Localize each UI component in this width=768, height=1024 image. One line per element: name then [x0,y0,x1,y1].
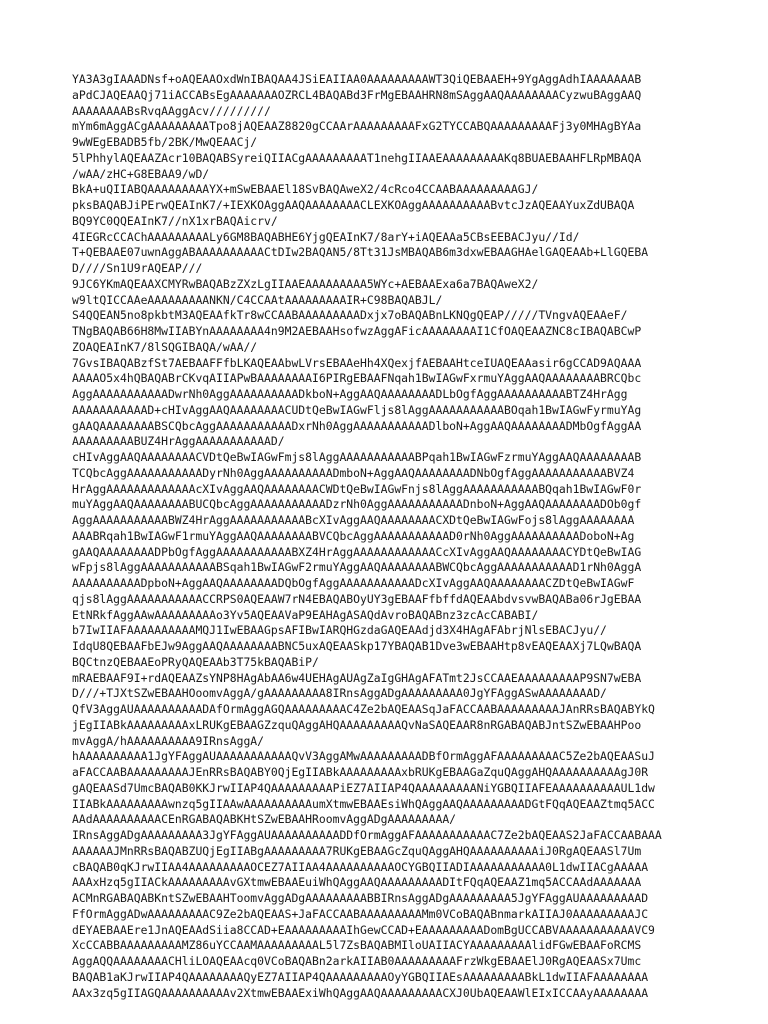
text-line: aFACCAABAAAAAAAAAJEnRRsBAQABY0QjEgIIABkAAAAAAAAAxbRUKgEBAAGaZquQAggAHQAAAAAAAAAAgJ0R [72,765,649,779]
text-line: qjs8lAggAAAAAAAAAAACCRPS0AQEAAW7rN4EBAQABOyUY3gEBAAFfbffdAQEAAbdvsvwBAQABa06rJgEBAA [72,591,642,606]
text-line: D////Sn1U9rAQEAP/// [72,261,203,275]
text-line: gAAQAAAAAAAADPbOgfAggAAAAAAAAAAABXZ4HrAggAAAAAAAAAAAACcXIvAggAAQAAAAAAAACYDtQeBwIAG [72,544,642,559]
text-line: AAAAAAAABsRvqAAggAcv///////// [72,103,271,118]
text-line: AggAAAAAAAAAAADwrNh0AggAAAAAAAAAADkboN+AggAAQAAAAAAAADLbOgfAggAAAAAAAAAABTZ4HrAgg [72,387,628,401]
text-line: TNgBAQAB66H8MwIIABYnAAAAAAAA4n9M2AEBAAHsofwzAggAFicAAAAAAAAI1CfOAQEAAZNC8cIBAQABCwP [72,324,642,338]
text-line: BQCtnzQEBAAEoPRyQAQEAAb3T75kBAQABiP/ [72,654,319,669]
text-line: ZOAQEAInK7/8lSQGIBAQA/wAA// [72,339,258,354]
text-line: mYm6mAggACgAAAAAAAAATpo8jAQEAAZ8820gCCAArAAAAAAAAAFxG2TYCCABQAAAAAAAAAFj3y0MHAgBYAa [72,119,642,134]
text-line: AAAAAAAAABUZ4HrAggAAAAAAAAAAAD/ [72,434,285,449]
text-line: D///+TJXtSZwEBAAHOoomvAggA/gAAAAAAAAA8IRnsAggADgAAAAAAAAA0JgYFAggASwAAAAAAAAD/ [72,686,607,701]
text-line: cHIvAggAAQAAAAAAAACVDtQeBwIAGwFmjs8lAggAAAAAAAAAAABPqah1BwIAGwFzrmuYAggAAQAAAAAAAAB [72,450,642,464]
text-line: T+QEBAAE07uwnAggABAAAAAAAAAACtDIw2BAQAN5/8Tt31JsMBAQAB6m3dxwEBAAGHAelGAQEAAb+LlGQEBA [72,245,649,260]
text-line: cBAQAB0qKJrwIIAA4AAAAAAAAAOCEZ7AIIAA4AAAAAAAAAAOCYGBQIIADIAAAAAAAAAAA0L1dwIIACgAAAAA [72,859,649,874]
text-line: AAx3zq5gIIAGQAAAAAAAAAAv2XtmwEBAAExiWhQAggAAQAAAAAAAAACXJ0UbAQEAAWlEIxICCAAyAAAAAAAA [72,985,649,1000]
text-line: b7IwIIAFAAAAAAAAAAMQJ1IwEBAAGpsAFIBwIARQHGzdaGAQEAAdjd3X4HAgAFAbrjNlsEBACJyu// [72,623,607,638]
text-line: 9wWEgEBADB5fb/2BK/MwQEAACj/ [72,135,258,149]
text-line: AggAAAAAAAAAAABWZ4HrAggAAAAAAAAAAABcXIvAggAAQAAAAAAAACXDtQeBwIAGwFojs8lAggAAAAAAAA [72,513,635,527]
text-line: muYAggAAQAAAAAAAABUCQbcAggAAAAAAAAAAADzrNh0AggAAAAAAAAAAADnboN+AggAAQAAAAAAAADOb0gf [72,497,642,512]
text-line: BAQAB1aKJrwIIAP4QAAAAAAAAQyEZ7AIIAP4QAAAAAAAAAOyYGBQIIAEsAAAAAAAAABkL1dwIIAFAAAAAAAA [72,969,649,984]
text-line: QfV3AggAUAAAAAAAAAADAfOrmAggAGQAAAAAAAAAC4Ze2bAQEAASqJaFACCAABAAAAAAAAAJAnRRsBAQABYkQ [72,702,655,716]
text-line: S4QQEAN5no8pkbtM3AQEAAfkTr8wCCAABAAAAAAAAADxjx7oBAQABnLKNQgQEAP/////TVngvAQEAAeF/ [72,308,628,323]
text-line: YA3A3gIAAADNsf+oAQEAAOxdWnIBAQAA4JSiEAIIAA0AAAAAAAAAWT3QiQEBAAEH+9YgAggAdhIAAAAAAAB [72,72,642,86]
text-line: gAQEAASd7UmcBAQAB0KKJrwIIAP4QAAAAAAAAAPiEZ7AIIAP4QAAAAAAAAANiYGBQIIAFEAAAAAAAAAAUL1dw [72,780,655,795]
text-line: AggAQQAAAAAAAACHliLOAQEAAcq0VCoBAQABn2arkAIIAB0AAAAAAAAAFrzWkgEBAAElJ0RgAQEAASx7Umc [72,954,642,968]
text-line: AAAAO5x4hQBAQABrCKvqAIIAPwBAAAAAAAAI6PIRgEBAAFNqah1BwIAGwFxrmuYAggAAQAAAAAAAABRCQbc [72,371,642,386]
text-line: IIABkAAAAAAAAAwnzq5gIIAAwAAAAAAAAAAumXtmwEBAAEsiWhQAggAAQAAAAAAAAADGtFQqAQEAAZtmq5ACC [72,796,655,811]
text-line: AAABRqah1BwIAGwF1rmuYAggAAQAAAAAAAABVCQbcAggAAAAAAAAAAAD0rNh0AggAAAAAAAAAADoboN+Ag [72,528,635,543]
text-line: AAdAAAAAAAAAACEnRGABAQABKHtSZwEBAAHRoomvAggADgAAAAAAAAA/ [72,812,457,827]
text-line: AAAAAAAAAAAD+cHIvAggAAQAAAAAAAACUDtQeBwIAGwFljs8lAggAAAAAAAAAAABOqah1BwIAGwFyrmuYAg [72,402,642,417]
text-line: /wAA/zHC+G8EBAA9/wD/ [72,166,210,181]
text-line: XcCCABBAAAAAAAAAMZ86uYCCAAMAAAAAAAAAL5l7ZsBAQABMIloUAIIACYAAAAAAAAAlidFGwEBAAFoRCMS [72,938,642,953]
text-line: IRnsAggADgAAAAAAAAA3JgYFAggAUAAAAAAAAAADDfOrmAggAFAAAAAAAAAAAC7Ze2bAQEAAS2JaFACCAABAAA [72,828,662,842]
encoded-text-block [72,72,712,1001]
text-line: mvAggA/hAAAAAAAAAA9IRnsAggA/ [72,733,265,748]
text-line: ACMnRGABAQABKntSZwEBAAHToomvAggADgAAAAAAAAABBIRnsAggADgAAAAAAAAA5JgYFAggAUAAAAAAAAAD [72,891,649,905]
text-line: IdqU8QEBAAFbEJw9AggAAQAAAAAAAABNC5uxAQEAASkp17YBAQAB1Dve3wEBAAHtp8vEAQEAAXj7LQwBAQA [72,639,642,653]
text-line: gAAQAAAAAAAABSCQbcAggAAAAAAAAAAADxrNh0AggAAAAAAAAAAADlboN+AggAAQAAAAAAAADMbOgfAggAA [72,418,642,433]
text-line: BkA+uQIIABQAAAAAAAAAYX+mSwEBAAEl18SvBAQAweX2/4cRco4CCAABAAAAAAAAAGJ/ [72,182,539,197]
text-line: 7GvsIBAQABzfSt7AEBAAFFfbLKAQEAAbwLVrsEBAAeHh4XQexjfAEBAAHtceIUAQEAAasir6gCCAD9AQAAA [72,355,642,370]
text-line: AAAAAAJMnRRsBAQABZUQjEgIIABgAAAAAAAAA7RUKgEBAAGcZquQAggAHQAAAAAAAAAAiJ0RgAQEAASl7Um [72,843,642,858]
text-line: FfOrmAggADwAAAAAAAAAC9Ze2bAQEAAS+JaFACCAABAAAAAAAAAMm0VCoBAQABnmarkAIIAJ0AAAAAAAAAJC [72,906,649,921]
text-line: 9JC6YKmAQEAAXCMYRwBAQABzZXzLgIIAAEAAAAAAAAA5WYc+AEBAAExa6a7BAQAweX2/ [72,276,539,291]
text-line: wFpjs8lAggAAAAAAAAAAABSqah1BwIAGwF2rmuYAggAAQAAAAAAAABWCQbcAggAAAAAAAAAAAD1rNh0AggA [72,560,642,575]
text-line: EtNRkfAggAAwAAAAAAAAAo3Yv5AQEAAVaP9EAHAgASAQdAvroBAQABnz3zcAcCABABI/ [72,607,539,622]
text-line: jEgIIABkAAAAAAAAAxLRUKgEBAAGZzquQAggAHQAAAAAAAAAQvNaSAQEAAR8nRGABAQABJntSZwEBAAHPoo [72,717,642,732]
text-line: pksBAQABJiPErwQEAInK7/+IEXKOAggAAQAAAAAAAACLEXKOAggAAAAAAAAAABvtcJzAQEAAYuxZdUBAQA [72,198,635,212]
text-line: AAAAAAAAAADpboN+AggAAQAAAAAAAADQbOgfAggAAAAAAAAAAADcXIvAggAAQAAAAAAAACZDtQeBwIAGwF [72,576,635,590]
text-line: w9ltQICCAAeAAAAAAAAANKN/C4CCAAtAAAAAAAAAIR+C98BAQABJL/ [72,292,443,307]
text-line: 5lPhhylAQEAAZAcr10BAQABSyreiQIIACgAAAAAAAAAT1nehgIIAAEAAAAAAAAAKq8BUAEBAAHFLRpMBAQA [72,150,642,165]
text-line: mRAEBAAF9I+rdAQEAAZsYNP8HAgAbAA6w4UEHAgAUAgZaIgGHAgAFATmt2JsCCAAEAAAAAAAAAP9SN7wEBA [72,670,642,685]
text-line: aPdCJAQEAAQj71iACCABsEgAAAAAAAOZRCL4BAQABd3FrMgEBAAHRN8mSAggAAQAAAAAAAACyzwuBAggAAQ [72,87,642,102]
text-line: TCQbcAggAAAAAAAAAAADyrNh0AggAAAAAAAAAADmboN+AggAAQAAAAAAAADNbOgfAggAAAAAAAAAAABVZ4 [72,465,635,480]
text-line: AAAxHzq5gIIACkAAAAAAAAAvGXtmwEBAAEuiWhQAggAAQAAAAAAAAADItFQqAQEAAZ1mq5ACCAAdAAAAAAA [72,875,642,890]
text-line: dEYAEBAAEre1JnAQEAAdSiia8CCAD+EAAAAAAAAAIhGewCCAD+EAAAAAAAAADomBgUCCABVAAAAAAAAAAAVC9 [72,922,655,937]
text-line: hAAAAAAAAAA1JgYFAggAUAAAAAAAAAAAQvV3AggAMwAAAAAAAAADBfOrmAggAFAAAAAAAAAC5Ze2bAQEAASuJ [72,749,655,764]
text-line: HrAggAAAAAAAAAAAAAcXIvAggAAQAAAAAAAACWDtQeBwIAGwFnjs8lAggAAAAAAAAAAABQqah1BwIAGwF0r [72,481,642,496]
text-line: 4IEGRcCCAChAAAAAAAAALy6GM8BAQABHE6YjgQEAInK7/8arY+iAQEAAa5CBsEEBACJyu//Id/ [72,229,580,244]
text-line: BQ9YC0QQEAInK7//nX1xrBAQAicrv/ [72,213,278,228]
